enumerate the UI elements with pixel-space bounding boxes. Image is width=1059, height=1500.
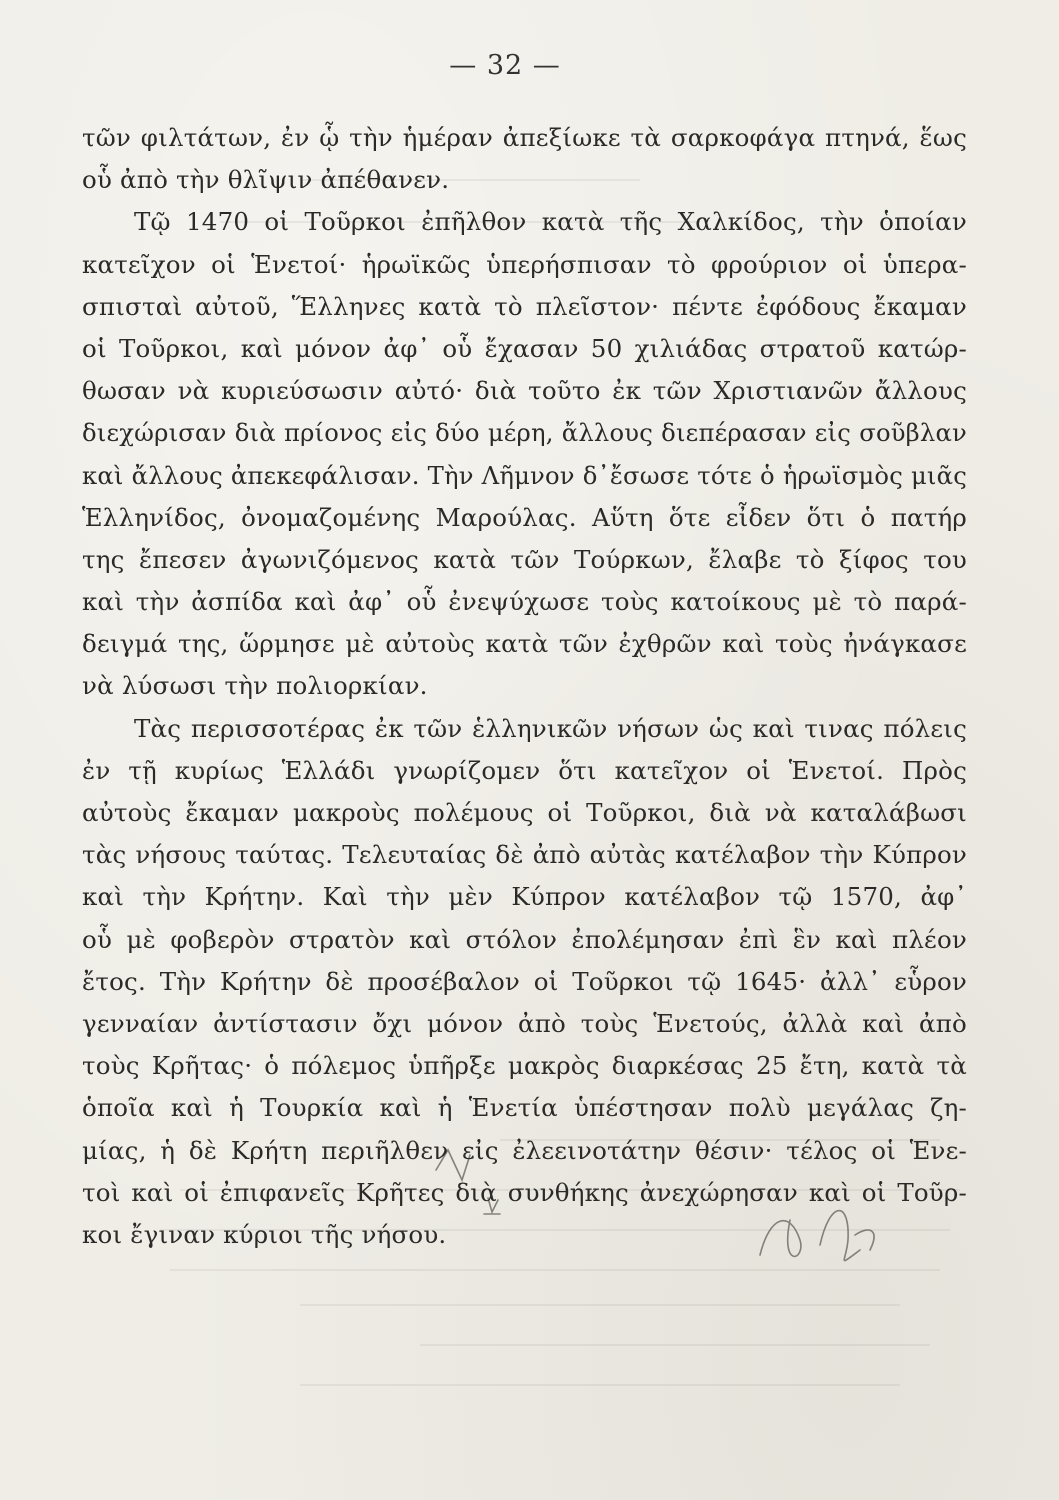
text-line: γενναίαν ἀντίστασιν ὄχι μόνον ἀπὸ τοὺς Ἑνετούς, ἀλλὰ καὶ ἀπὸ bbox=[82, 1008, 967, 1038]
paragraph-start-line: Τῷ 1470 οἱ Τοῦρκοι ἐπῆλθον κατὰ τῆς Χαλκίδος, τὴν ὁποίαν bbox=[134, 207, 967, 237]
text-line: οὗ μὲ φοβερὸν στρατὸν καὶ στόλον ἐπολέμησαν ἐπὶ ἓν καὶ πλέον bbox=[82, 924, 967, 954]
text-line: καὶ τὴν Κρήτην. Καὶ τὴν μὲν Κύπρον κατέλαβον τῷ 1570, ἀφ᾿ bbox=[82, 882, 967, 912]
text-line: σπισταὶ αὐτοῦ, Ἕλληνες κατὰ τὸ πλεῖστον· πέντε ἐφόδους ἔκαμαν bbox=[82, 291, 967, 321]
text-line: τοὺς Κρῆτας· ὁ πόλεμος ὑπῆρξε μακρὸς διαρκέσας 25 ἔτη, κατὰ τὰ bbox=[82, 1051, 967, 1081]
text-line: της ἔπεσεν ἀγωνιζόμενος κατὰ τῶν Τούρκων, ἔλαβε τὸ ξίφος του bbox=[82, 544, 967, 574]
text-line: μίας, ἡ δὲ Κρήτη περιῆλθεν εἰς ἐλεεινοτάτην θέσιν· τέλος οἱ Ἑνε- bbox=[82, 1135, 967, 1165]
body-text bbox=[82, 117, 967, 1256]
text-line: θωσαν νὰ κυριεύσωσιν αὐτό· διὰ τοῦτο ἐκ τῶν Χριστιανῶν ἄλλους bbox=[82, 376, 967, 406]
text-line: οὗ ἀπὸ τὴν θλῖψιν ἀπέθανεν. bbox=[82, 165, 450, 195]
text-line: Ἑλληνίδος, ὀνομαζομένης Μαρούλας. Αὕτη ὅτε εἶδεν ὅτι ὁ πατήρ bbox=[82, 502, 967, 532]
text-line: ἔτος. Τὴν Κρήτην δὲ προσέβαλον οἱ Τοῦρκοι τῷ 1645· ἀλλ᾿ εὗρον bbox=[82, 966, 967, 996]
text-line: ἐν τῇ κυρίως Ἑλλάδι γνωρίζομεν ὅτι κατεῖχον οἱ Ἑνετοί. Πρὸς bbox=[82, 755, 967, 785]
text-line: δειγμά της, ὥρμησε μὲ αὐτοὺς κατὰ τῶν ἐχθρῶν καὶ τοὺς ἠνάγκασε bbox=[82, 629, 967, 659]
paragraph-start-line: Τὰς περισσοτέρας ἐκ τῶν ἑλληνικῶν νήσων ὡς καὶ τινας πόλεις bbox=[134, 713, 967, 743]
text-line: οἱ Τοῦρκοι, καὶ μόνον ἀφ᾿ οὗ ἔχασαν 50 χιλιάδας στρατοῦ κατώρ- bbox=[82, 333, 967, 363]
text-line: καὶ ἄλλους ἀπεκεφάλισαν. Τὴν Λῆμνον δ᾿ἔσωσε τότε ὁ ἡρωϊσμὸς μιᾶς bbox=[82, 460, 967, 490]
page-number: — 32 — bbox=[449, 50, 561, 81]
text-line: τὰς νήσους ταύτας. Τελευταίας δὲ ἀπὸ αὐτὰς κατέλαβον τὴν Κύπρον bbox=[82, 840, 967, 870]
text-line: διεχώρισαν διὰ πρίονος εἰς δύο μέρη, ἄλλους διεπέρασαν εἰς σοῦβλαν bbox=[82, 418, 967, 448]
text-line: αὐτοὺς ἔκαμαν μακροὺς πολέμους οἱ Τοῦρκοι, διὰ νὰ καταλάβωσι bbox=[82, 798, 967, 827]
text-line: κατεῖχον οἱ Ἑνετοί· ἡρωϊκῶς ὑπερήσπισαν τὸ φρούριον οἱ ὑπερα- bbox=[82, 249, 967, 279]
text-line: τοὶ καὶ οἱ ἐπιφανεῖς Κρῆτες διὰ συνθήκης ἀνεχώρησαν καὶ οἱ Τοῦρ- bbox=[82, 1177, 967, 1207]
text-line: κοι ἔγιναν κύριοι τῆς νήσου. bbox=[82, 1219, 447, 1249]
text-line: νὰ λύσωσι τὴν πολιορκίαν. bbox=[82, 671, 428, 701]
text-line: τῶν φιλτάτων, ἐν ᾧ τὴν ἡμέραν ἀπεξίωκε τὰ σαρκοφάγα πτηνά, ἕως bbox=[82, 123, 967, 152]
text-line: ὁποῖα καὶ ἡ Τουρκία καὶ ἡ Ἑνετία ὑπέστησαν πολὺ μεγάλας ζη- bbox=[82, 1093, 967, 1123]
text-line: καὶ τὴν ἀσπίδα καὶ ἀφ᾿ οὗ ἐνεψύχωσε τοὺς κατοίκους μὲ τὸ παρά- bbox=[82, 587, 967, 617]
